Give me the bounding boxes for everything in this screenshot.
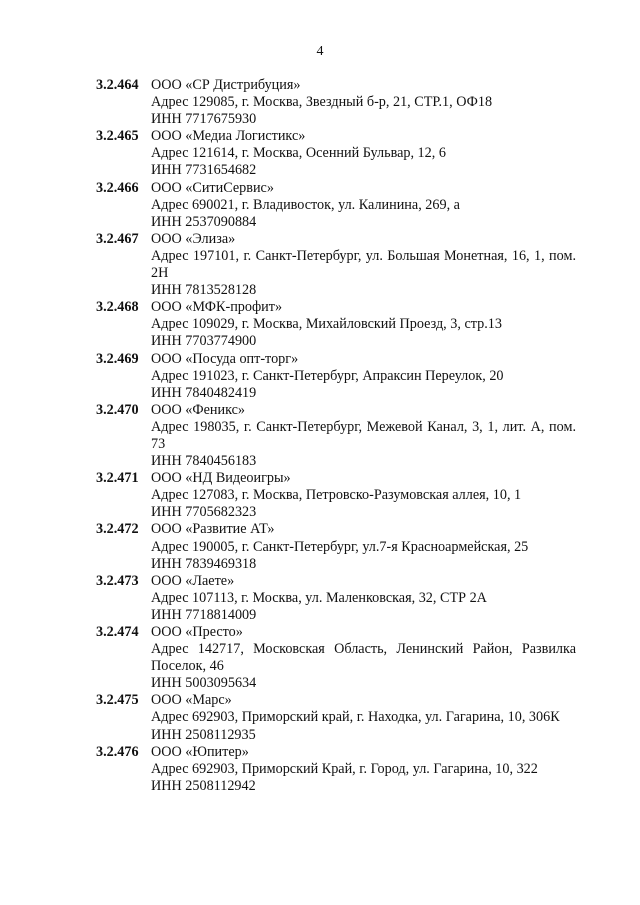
company-name: ООО «Престо»: [151, 624, 243, 640]
company-inn: ИНН 7813528128: [151, 282, 257, 299]
entry-number: 3.2.471: [96, 470, 139, 487]
company-address: Адрес 692903, Приморский Край, г. Город, ул. Гагарина, 10, 322: [151, 760, 538, 777]
company-inn: ИНН 7717675930: [151, 111, 257, 128]
company-inn: ИНН 7731654682: [151, 162, 257, 179]
company-address: Адрес 109029, г. Москва, Михайловский Проезд, 3, стр.13: [151, 316, 502, 333]
company-address: Адрес 692903, Приморский край, г. Находка, ул. Гагарина, 10, 306К: [151, 709, 560, 726]
company-name: ООО «СР Дистрибуция»: [151, 77, 301, 93]
company-address: Адрес 190005, г. Санкт-Петербург, ул.7-я Красноармейская, 25: [151, 538, 529, 555]
organization-list: [96, 77, 576, 795]
company-name: ООО «СитиСервис»: [151, 179, 274, 196]
list-item: [96, 299, 576, 350]
company-inn: ИНН 7840482419: [151, 384, 257, 401]
entry-number: 3.2.472: [96, 521, 139, 538]
company-name: ООО «Марс»: [151, 692, 232, 709]
company-name: ООО «МФК-профит»: [151, 299, 283, 316]
company-name: ООО «Лаете»: [151, 572, 235, 589]
entry-number: 3.2.474: [96, 624, 139, 640]
company-inn: ИНН 2508112942: [151, 777, 256, 794]
company-name: ООО «Развитие АТ»: [151, 521, 275, 538]
company-address: Адрес 142717, Московская Область, Ленинский Район, Развилка Поселок, 46: [151, 641, 576, 675]
company-inn: ИНН 2508112935: [151, 726, 256, 743]
company-address: Адрес 107113, г. Москва, ул. Маленковская, 32, СТР 2А: [151, 589, 487, 606]
list-item: [96, 128, 576, 179]
list-item: [96, 573, 576, 624]
entry-number: 3.2.466: [96, 179, 139, 196]
company-inn: ИНН 7839469318: [151, 555, 257, 572]
company-address: Адрес 127083, г. Москва, Петровско-Разумовская аллея, 10, 1: [151, 487, 522, 504]
page-number: 4: [316, 44, 324, 59]
company-address: Адрес 121614, г. Москва, Осенний Бульвар, 12, 6: [151, 145, 446, 162]
company-name: ООО «НД Видеоигры»: [151, 470, 291, 487]
company-inn: ИНН 7703774900: [151, 333, 257, 350]
company-inn: ИНН 7705682323: [151, 504, 257, 521]
list-item: [96, 692, 576, 743]
company-inn: ИНН 2537090884: [151, 213, 257, 230]
company-address: Адрес 191023, г. Санкт-Петербург, Апраксин Переулок, 20: [151, 367, 504, 384]
entry-number: 3.2.464: [96, 77, 139, 93]
entry-number: 3.2.465: [96, 128, 139, 145]
entry-number: 3.2.468: [96, 299, 139, 316]
list-item: [96, 624, 576, 692]
list-item: [96, 77, 576, 128]
list-item: [96, 402, 576, 470]
list-item: [96, 521, 576, 572]
entry-number: 3.2.476: [96, 743, 139, 760]
company-name: ООО «Феникс»: [151, 401, 245, 418]
list-item: [96, 744, 576, 795]
entry-number: 3.2.473: [96, 572, 139, 589]
company-inn: ИНН 7840456183: [151, 453, 257, 470]
list-item: [96, 351, 576, 402]
company-name: ООО «Элиза»: [151, 230, 236, 247]
company-inn: ИНН 5003095634: [151, 675, 257, 692]
company-address: Адрес 690021, г. Владивосток, ул. Калинина, 269, а: [151, 196, 460, 213]
entry-number: 3.2.470: [96, 401, 139, 418]
company-inn: ИНН 7718814009: [151, 606, 257, 623]
company-name: ООО «Посуда опт-торг»: [151, 350, 299, 367]
entry-number: 3.2.469: [96, 350, 139, 367]
list-item: [96, 470, 576, 521]
entry-number: 3.2.467: [96, 230, 139, 247]
company-name: ООО «Медиа Логистикс»: [151, 128, 306, 145]
company-name: ООО «Юпитер»: [151, 743, 249, 760]
list-item: [96, 180, 576, 231]
company-address: Адрес 197101, г. Санкт-Петербург, ул. Большая Монетная, 16, 1, пом. 2Н: [151, 247, 576, 282]
entry-number: 3.2.475: [96, 692, 139, 709]
company-address: Адрес 129085, г. Москва, Звездный б-р, 21, СТР.1, ОФ18: [151, 94, 493, 111]
company-address: Адрес 198035, г. Санкт-Петербург, Межевой Канал, 3, 1, лит. А, пом. 73: [151, 418, 576, 452]
list-item: [96, 231, 576, 299]
